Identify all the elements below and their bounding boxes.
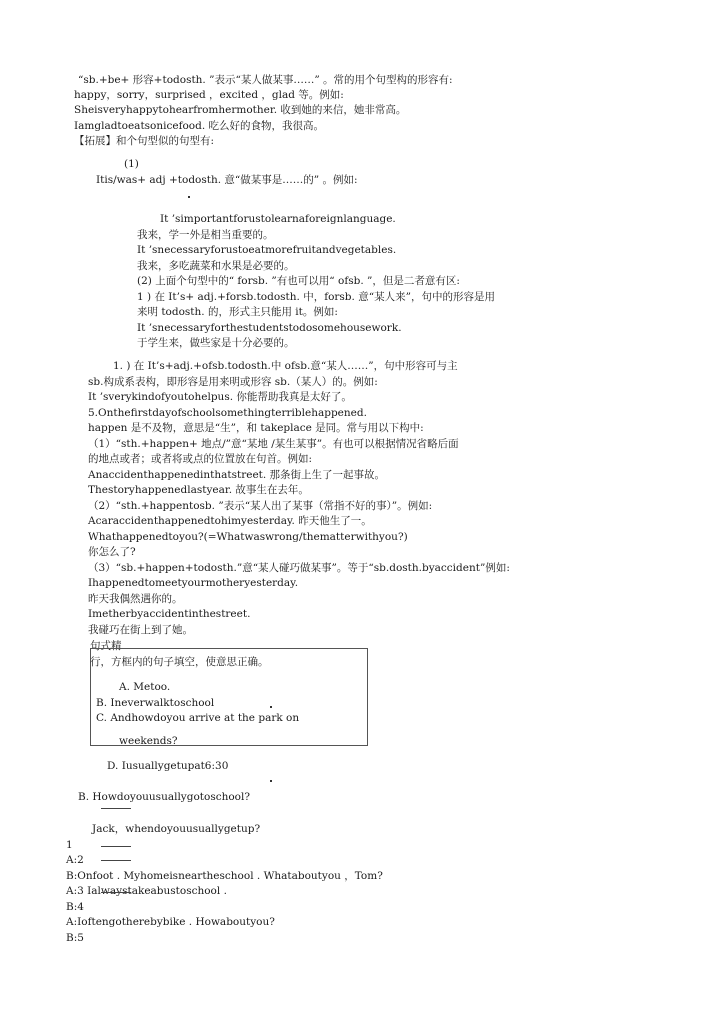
text-line: 1. ) 在 It’s+adj.+ofsb.todosth.中 ofsb.意“某人……”，句中形容可与主 — [113, 360, 458, 372]
text-line: Thestoryhappenedlastyear. 故事生在去年。 — [88, 484, 309, 496]
text-line: (2) 上面个句型中的“ forsb. ”有也可以用“ ofsb. ”，但是二者意有区: — [137, 275, 460, 287]
dialogue-line: B:4 — [66, 901, 84, 913]
text-line: “sb.+be+ 形容+todosth. ”表示“某人做某事……” 。常的用个句型构的形容有: — [78, 74, 453, 86]
text-line: Ihappenedtomeetyourmotheryesterday. — [88, 577, 299, 589]
answer-blank — [101, 808, 131, 809]
dialogue-line: A:2 — [66, 854, 84, 866]
answer-blank — [101, 860, 131, 861]
text-line: Anaccidenthappenedinthatstreet. 那条街上生了一起事故。 — [88, 469, 386, 481]
text-line: （2）“sth.+happentosb. ”表示“某人出了某事（常指不好的事）”。例如: — [88, 500, 433, 512]
text-line: 5.Onthefirstdayofschoolsomethingterriblehappened. — [88, 407, 367, 419]
option-a: A. Metoo. — [119, 681, 171, 693]
text-line: It ’snecessaryforthestudentstodosomehousework. — [137, 322, 402, 334]
dialogue-line: B:Onfoot . Myhomeisneartheschool . Whataboutyou ，Tom? — [66, 870, 383, 882]
option-c-cont: weekends? — [119, 735, 178, 747]
dot-mark — [270, 780, 272, 782]
text-line: It ’sverykindofyoutohelpus. 你能帮助我真是太好了。 — [88, 391, 352, 403]
text-line: 来明 todosth. 的，形式主只能用 it。例如: — [137, 306, 338, 318]
text-line: Sheisveryhappytohearfromhermother. 收到她的来信，她非常高。 — [74, 104, 407, 116]
section-heading: 句式精 — [90, 640, 122, 652]
option-b: B. Ineverwalktoschool — [96, 697, 215, 709]
text-line: 昨天我偶然遇你的。 — [88, 593, 183, 605]
text-line: happen 是不及物，意思是“生”，和 takeplace 是同。常与用以下构中: — [88, 422, 424, 434]
dialogue-line: 1 — [66, 839, 73, 851]
text-line: 我来，多吃蔬菜和水果是必要的。 — [137, 260, 295, 272]
text-line: （1）“sth.+happen+ 地点/”意“某地 /某生某事”。有也可以根据情况省略后面 — [88, 438, 459, 450]
answer-blank — [101, 892, 131, 893]
text-line: 我碰巧在街上到了她。 — [88, 624, 193, 636]
dialogue-line: Jack，whendoyouusuallygetup? — [92, 823, 261, 835]
dot-mark — [188, 196, 190, 198]
dialogue-line: B:5 — [66, 932, 84, 944]
dialogue-line: B. Howdoyouusuallygotoschool? — [78, 791, 250, 803]
text-line: 【拓展】和个句型似的句型有: — [74, 135, 215, 147]
box-instruction: 行，方框内的句子填空，使意思正确。 — [90, 656, 269, 668]
dialogue-line: A:3 Ialwaystakeabustoschool . — [66, 885, 227, 897]
text-line: It ’simportantforustolearnaforeignlanguage. — [160, 213, 396, 225]
text-line: （3）“sb.+happen+todosth.”意“某人碰巧做某事”。等于“sb.dosth.byaccident”例如: — [88, 562, 510, 574]
text-line: happy，sorry，surprised ，excited ，glad 等。例如: — [74, 89, 344, 101]
text-line: Imetherbyaccidentinthestreet. — [88, 608, 251, 620]
text-line: Itis/was+ adj +todosth. 意“做某事是……的” 。例如: — [96, 174, 358, 186]
option-c: C. Andhowdoyou arrive at the park on — [96, 712, 300, 724]
text-line: It ’snecessaryforustoeatmorefruitandvegetables. — [137, 244, 397, 256]
dialogue-line: A:Ioftengotherebybike . Howaboutyou? — [66, 916, 275, 928]
text-line: (1) — [124, 158, 139, 170]
answer-blank — [101, 846, 131, 847]
text-line: 1 ) 在 It’s+ adj.+forsb.todosth. 中，forsb. 意“某人来”，句中的形容是用 — [137, 291, 495, 303]
text-line: 于学生来，做些家是十分必要的。 — [137, 337, 295, 349]
text-line: sb.构成系表构，即形容是用来明或形容 sb.（某人）的。例如: — [88, 376, 378, 388]
text-line: 的地点或者；或者将或点的位置放在句首。例如: — [88, 453, 313, 465]
option-d: D. Iusuallygetupat6:30 — [107, 760, 229, 772]
text-line: Acaraccidenthappenedtohimyesterday. 昨天他生了一。 — [88, 515, 372, 527]
text-line: 我来，学一外是相当重要的。 — [137, 229, 274, 241]
text-line: 你怎么了? — [88, 546, 136, 558]
text-line: Iamgladtoeatsonicefood. 吃么好的食物，我很高。 — [74, 120, 325, 132]
text-line: Whathappenedtoyou?(=Whatwaswrong/thematterwithyou?) — [88, 531, 408, 543]
dot-mark — [270, 706, 272, 708]
